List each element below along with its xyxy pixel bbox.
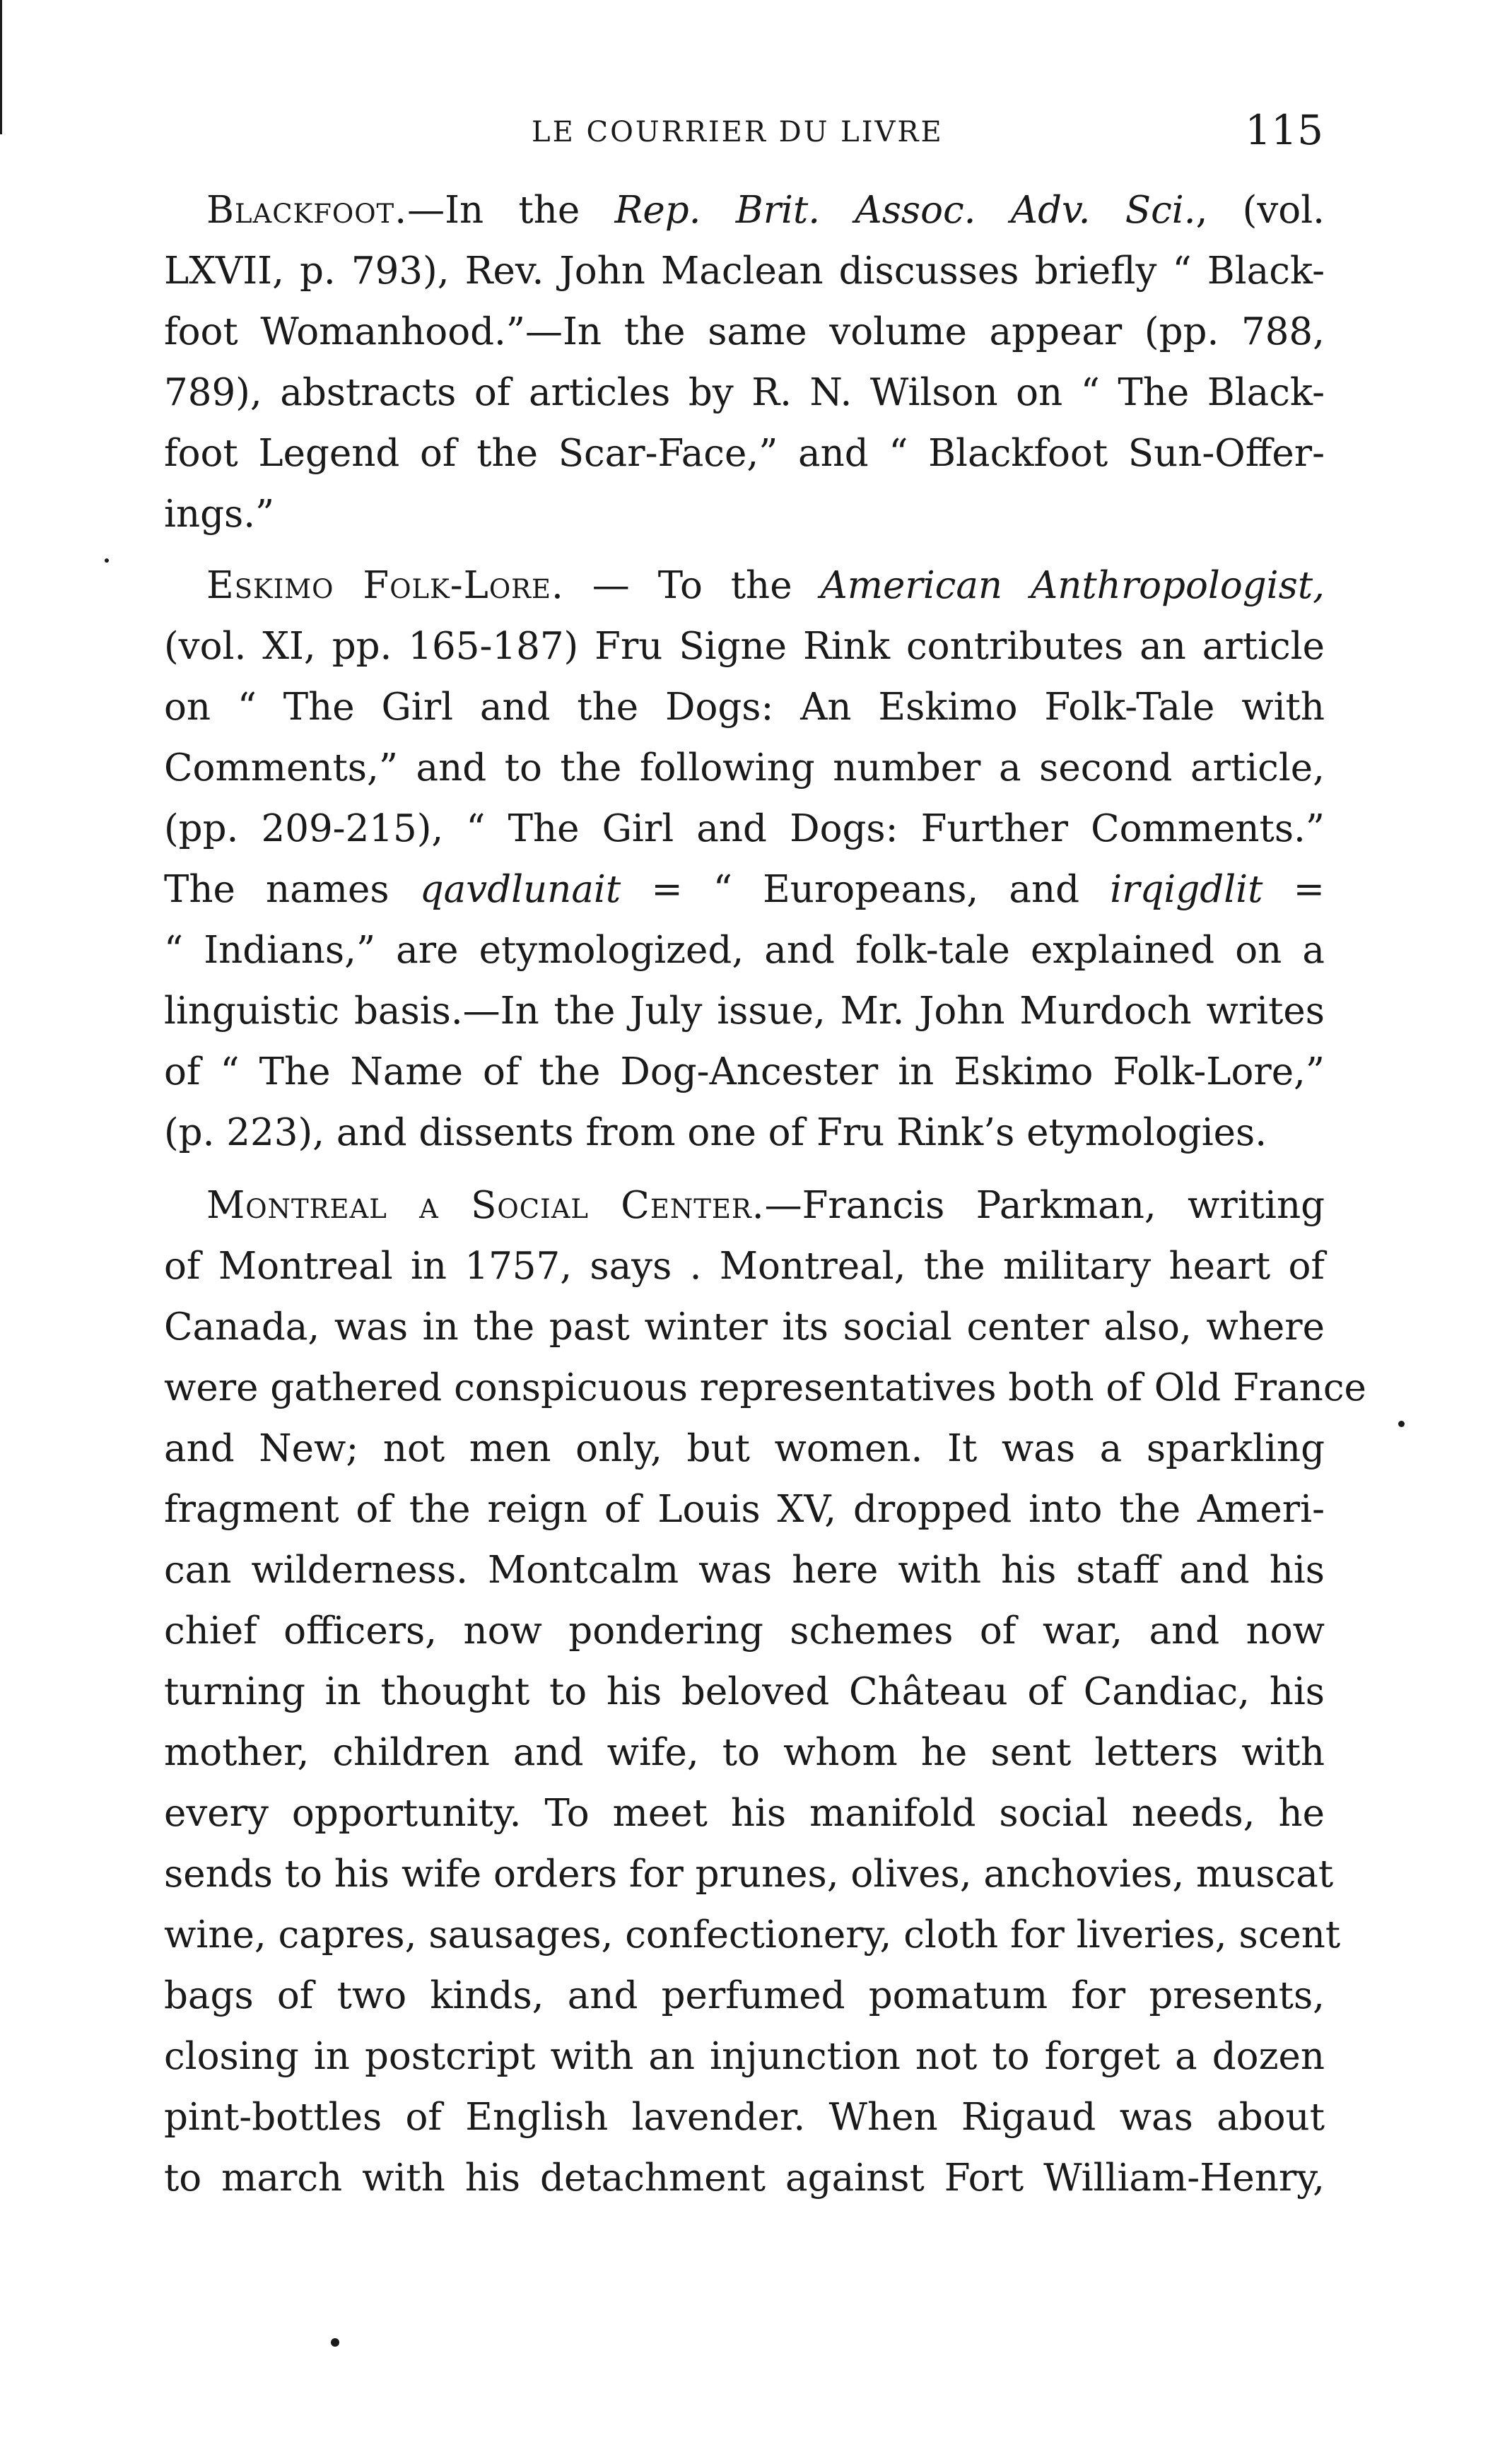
text-run: “ Indians,” are etymologized, and folk-tale explained on a [164, 929, 1325, 972]
entry-heading: Blackfoot. [206, 189, 408, 232]
italic-title: Rep. Brit. Assoc. Adv. Sci. [614, 189, 1196, 232]
text-run: and New; not men only, but women. It was a sparkling [164, 1427, 1325, 1470]
entry-montreal-social-center [164, 1175, 1366, 2209]
text-line [164, 423, 1325, 484]
text-run: , (vol. [1195, 189, 1325, 232]
text-run: can wilderness. Montcalm was here with his staff and his [164, 1549, 1325, 1592]
text-run: (vol. XI, pp. 165-187) Fru Signe Rink contributes an article [164, 625, 1325, 668]
text-line [164, 1783, 1325, 1844]
text-run: foot Legend of the Scar-Face,” and “ Blackfoot Sun-Offer- [164, 432, 1325, 475]
running-head [164, 99, 1323, 163]
text-line [164, 677, 1325, 738]
ink-speck [331, 2338, 339, 2347]
text-line [164, 2148, 1325, 2209]
text-run: were gathered conspicuous representatives both of Old France [164, 1366, 1366, 1409]
italic-title: American Anthropologist, [820, 564, 1325, 607]
text-run: foot Womanhood.”—In the same volume appear (pp. 788, [164, 310, 1325, 353]
text-run: LXVII, p. 793), Rev. John Maclean discusses briefly “ Black- [164, 250, 1325, 293]
text-run: = [1263, 868, 1325, 911]
text-line [164, 2087, 1325, 2148]
text-line [164, 1479, 1325, 1540]
text-line [164, 1358, 1366, 1419]
text-run: The names [164, 868, 420, 911]
text-line [164, 738, 1325, 799]
text-line [164, 1540, 1325, 1601]
text-line [164, 1103, 1325, 1163]
text-line [164, 1601, 1325, 1662]
text-run: (p. 223), and dissents from one of Fru Rink’s etymologies. [164, 1111, 1267, 1154]
text-line [164, 1662, 1325, 1723]
ink-speck [105, 558, 109, 563]
text-run: on “ The Girl and the Dogs: An Eskimo Folk-Tale with [164, 686, 1325, 729]
text-line [164, 1042, 1325, 1103]
text-run: (pp. 209-215), “ The Girl and Dogs: Further Comments.” [164, 807, 1325, 850]
text-line [164, 920, 1325, 981]
text-run: bags of two kinds, and perfumed pomatum for presents, [164, 1974, 1325, 2017]
text-line [164, 616, 1325, 677]
text-run: pint-bottles of English lavender. When Rigaud was about [164, 2096, 1325, 2139]
text-line [164, 860, 1325, 920]
text-line [164, 1419, 1325, 1479]
text-line [164, 484, 1325, 545]
page-number: 115 [1245, 106, 1323, 154]
text-run: linguistic basis.—In the July issue, Mr. John Murdoch writes [164, 990, 1325, 1033]
text-run: — To the [563, 564, 821, 607]
text-line [164, 1175, 1325, 1236]
text-line [164, 556, 1325, 616]
text-run: to march with his detachment against Fort William-Henry, [164, 2157, 1325, 2200]
text-run: turning in thought to his beloved Château of Candiac, his [164, 1670, 1325, 1713]
text-run: ings.” [164, 493, 275, 536]
text-line [164, 1905, 1341, 1966]
italic-title: qavdlunait [419, 868, 621, 911]
text-run: Canada, was in the past winter its social center also, where [164, 1306, 1325, 1349]
italic-title: irqigdlit [1110, 868, 1263, 911]
text-line [164, 363, 1325, 423]
left-edge-mark [0, 0, 2, 134]
text-line [164, 981, 1325, 1042]
text-line [164, 1966, 1325, 2026]
entry-eskimo-folk-lore [164, 556, 1325, 1163]
text-run: closing in postcript with an injunction not to forget a dozen [164, 2035, 1325, 2078]
text-run: every opportunity. To meet his manifold social needs, he [164, 1792, 1325, 1835]
text-run: —Francis Parkman, writing [764, 1184, 1325, 1227]
text-line [164, 1723, 1325, 1783]
text-run: mother, children and wife, to whom he sent letters with [164, 1731, 1325, 1774]
text-run: of Montreal in 1757, says . Montreal, the military heart of [164, 1245, 1325, 1288]
text-run: 789), abstracts of articles by R. N. Wilson on “ The Black- [164, 371, 1325, 414]
text-line [164, 1297, 1325, 1358]
entry-heading: Montreal a Social Center. [206, 1184, 765, 1227]
text-line [164, 180, 1325, 241]
text-line [164, 1844, 1334, 1905]
text-run: wine, capres, sausages, confectionery, cloth for liveries, scent [164, 1913, 1341, 1956]
entry-blackfoot [164, 180, 1325, 545]
text-run: = “ Europeans, and [621, 868, 1111, 911]
ink-speck [1398, 1421, 1405, 1427]
text-run: sends to his wife orders for prunes, olives, anchovies, muscat [164, 1853, 1334, 1896]
text-line [164, 2026, 1325, 2087]
running-title: LE COURRIER DU LIVRE [532, 116, 944, 148]
entry-heading: Eskimo Folk-Lore. [206, 564, 564, 607]
text-line [164, 799, 1325, 860]
text-line [164, 302, 1325, 363]
text-run: chief officers, now pondering schemes of war, and now [164, 1609, 1325, 1653]
text-run: —In the [407, 189, 615, 232]
text-run: of “ The Name of the Dog-Ancester in Eskimo Folk-Lore,” [164, 1050, 1325, 1093]
text-line [164, 1236, 1325, 1297]
text-run: Comments,” and to the following number a second article, [164, 746, 1325, 790]
text-run: fragment of the reign of Louis XV, dropped into the Ameri- [164, 1488, 1325, 1531]
text-line [164, 241, 1325, 302]
